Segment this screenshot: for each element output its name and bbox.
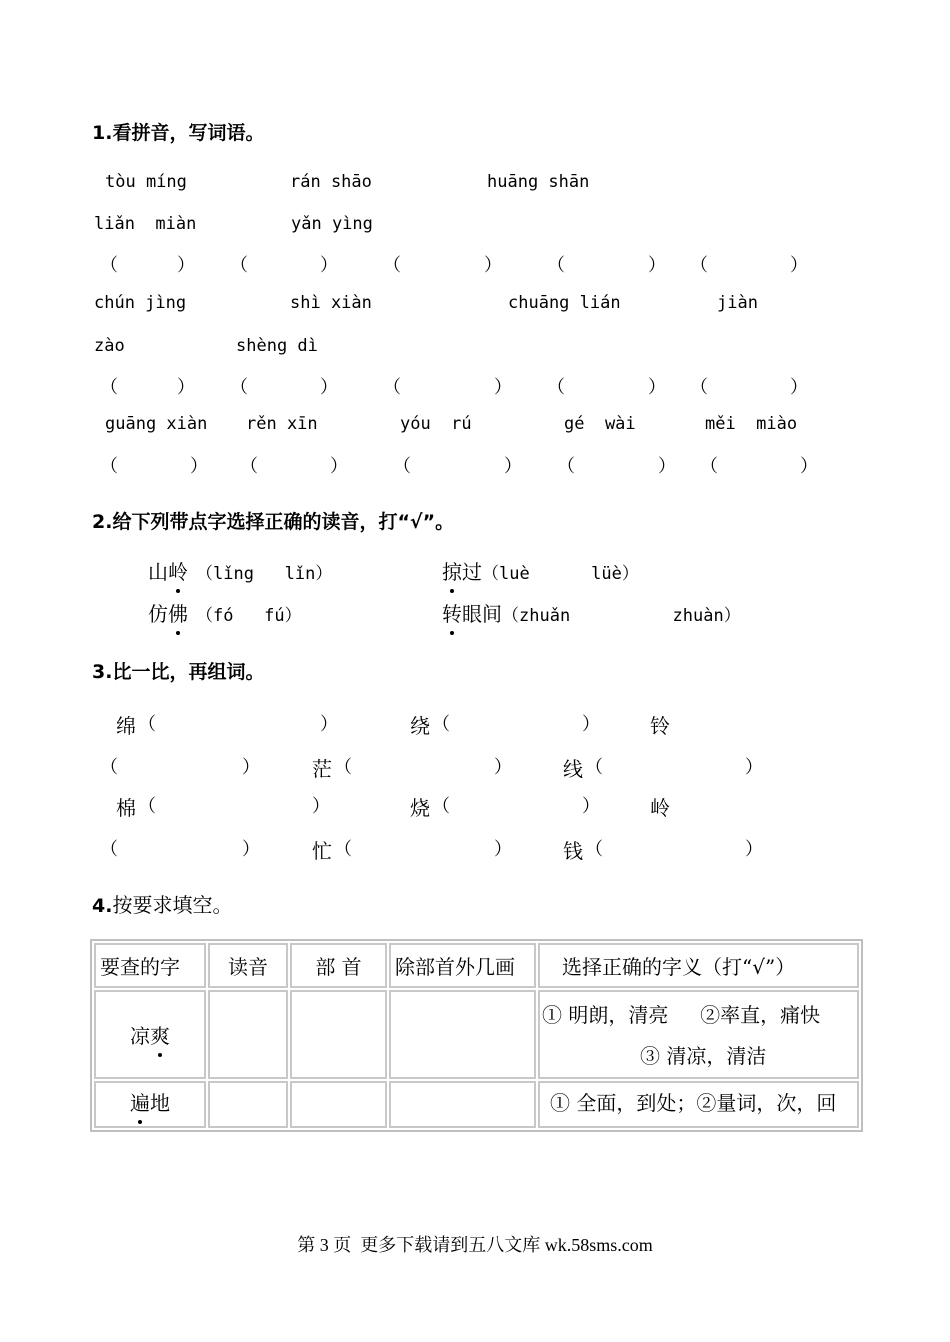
cell-char [94,990,206,1078]
blank-close: ） [582,714,600,735]
header-strokes: 除部首外几画 [389,943,536,988]
meaning-line-2: ③ 清凉，清洁 [640,1044,767,1069]
q3-char-rao: 绕 [410,714,430,738]
cell-radical-input[interactable] [290,1081,387,1128]
cell-strokes-input[interactable] [389,1081,536,1128]
pinyin-zao: zào [94,336,125,356]
blank-close: ） [330,456,348,477]
dotted-char: 岭 [168,560,188,584]
cell-char [94,1081,206,1128]
pinyin-guang-xian: guāng xiàn [105,414,208,434]
q3-char-qian: 钱 [563,839,583,863]
pinyin-chun-jing: chún jìng [94,293,187,313]
char-text: 地 [150,1090,170,1115]
blank-open: （ [557,456,575,477]
blank-close: ） [312,796,330,817]
blank-open: （ [230,255,248,276]
meaning-line-1: ① 全面，到处；②量词，次，回 [550,1090,837,1115]
blank-close: ） [582,796,600,817]
blank-open: （ [100,255,118,276]
blank-open: （ [334,757,352,778]
q3-char-shao: 烧 [410,796,430,820]
blank-close: ） [648,255,666,276]
blank-open: （ [383,377,401,398]
q2-title: 2.给下列带点字选择正确的读音，打“√”。 [92,511,455,533]
blank-close: ） [790,377,808,398]
pinyin-sheng-di: shèng dì [236,336,318,356]
cell-meaning [538,1081,859,1128]
blank-open: （ [432,796,450,817]
q1-title: 1.看拼音，写词语。 [92,122,265,144]
blank-close: ） [242,839,260,860]
dotted-char: 掠 [442,560,462,584]
blank-close: ） [177,255,195,276]
blank-close: ） [494,377,512,398]
blank-close: ） [320,255,338,276]
blank-close: ） [648,377,666,398]
q2-item-char: 过 [462,560,482,584]
q2-item-char: 仿 [148,602,168,626]
char-text: 凉 [130,1023,150,1048]
q4-title [92,889,232,918]
blank-close: ） [745,757,763,778]
pinyin-you-ru: yóu rú [400,414,472,434]
dotted-char: 佛 [168,602,188,626]
blank-close: ） [320,377,338,398]
table-row [94,1081,859,1128]
header-radical: 部 首 [290,943,387,988]
blank-open: （ [383,255,401,276]
blank-open: （ [585,839,603,860]
meaning-line-1: ① 明朗，清亮 ②率直，痛快 [542,1003,821,1028]
dotted-char: 遍 [130,1090,150,1115]
blank-close: ） [658,456,676,477]
blank-close: ） [177,377,195,398]
blank-open: （ [334,839,352,860]
q3-char-mian: 绵 [116,714,136,738]
blank-open: （ [100,456,118,477]
blank-open: （ [547,377,565,398]
table-header-row [94,943,859,988]
blank-open: （ [393,456,411,477]
q2-options: （lǐng lǐn） [196,564,333,584]
header-char: 要查的字 [94,943,206,988]
q3-char-xian: 线 [563,757,583,781]
q2-options: （zhuǎn zhuàn） [502,606,741,626]
pinyin-shi-xian: shì xiàn [290,293,372,313]
blank-open: （ [230,377,248,398]
blank-close: ） [484,255,502,276]
q3-char-mian2: 棉 [116,796,136,820]
pinyin-lian-mian: liǎn miàn [94,214,197,234]
q4-title-num: 4. [92,895,113,917]
blank-close: ） [190,456,208,477]
q3-char-ling: 铃 [650,714,670,738]
pinyin-ge-wai: gé wài [564,414,636,434]
cell-radical-input[interactable] [290,990,387,1078]
cell-reading-input[interactable] [208,990,288,1078]
q2-item-zhuanyanjian [442,598,741,627]
cell-meaning [538,990,859,1078]
pinyin-yan-ying: yǎn yìng [291,214,373,234]
blank-close: ） [320,714,338,735]
blank-open: （ [700,456,718,477]
blank-close: ） [745,839,763,860]
q2-item-char: 山 [148,560,168,584]
q2-item-char: 眼间 [462,602,502,626]
blank-open: （ [585,757,603,778]
blank-open: （ [138,714,156,735]
q2-item-lueguo [442,556,639,585]
pinyin-mei-miao: měi miào [705,414,798,434]
pinyin-chuang-lian: chuāng lián [508,293,621,313]
blank-open: （ [690,377,708,398]
blank-open: （ [100,757,118,778]
cell-reading-input[interactable] [208,1081,288,1128]
q2-item-fangfu [148,598,302,627]
pinyin-jian: jiàn [717,293,758,313]
q3-char-mang: 茫 [312,757,332,781]
dotted-char: 转 [442,602,462,626]
blank-close: ） [494,757,512,778]
q3-char-ling2: 岭 [650,796,670,820]
blank-close: ） [800,456,818,477]
pinyin-ran-shao: rán shāo [290,172,372,192]
dotted-char: 爽 [150,1023,170,1048]
cell-strokes-input[interactable] [389,990,536,1078]
q3-title: 3.比一比，再组词。 [92,661,265,683]
q2-options: （luè lüè） [482,564,639,584]
header-meaning: 选择正确的字义（打“√”） [538,943,859,988]
pinyin-tou-ming: tòu míng [105,172,187,192]
q4-title-text: 按要求填空。 [112,893,233,917]
q4-table [90,939,863,1132]
blank-open: （ [100,839,118,860]
blank-close: ） [790,255,808,276]
pinyin-huang-shan: huāng shān [487,172,590,192]
blank-open: （ [138,796,156,817]
blank-close: ） [494,839,512,860]
blank-close: ） [504,456,522,477]
blank-open: （ [240,456,258,477]
blank-open: （ [100,377,118,398]
pinyin-ren-xin: rěn xīn [246,414,318,434]
blank-open: （ [547,255,565,276]
q3-char-mang2: 忙 [312,839,332,863]
table-row [94,990,859,1078]
blank-open: （ [690,255,708,276]
q2-item-shanling [148,556,332,585]
blank-close: ） [242,757,260,778]
q2-options: （fó fú） [196,606,302,626]
page-footer: 第 3 页 更多下载请到五八文库 wk.58sms.com [297,1235,653,1255]
blank-open: （ [432,714,450,735]
header-reading: 读音 [208,943,288,988]
